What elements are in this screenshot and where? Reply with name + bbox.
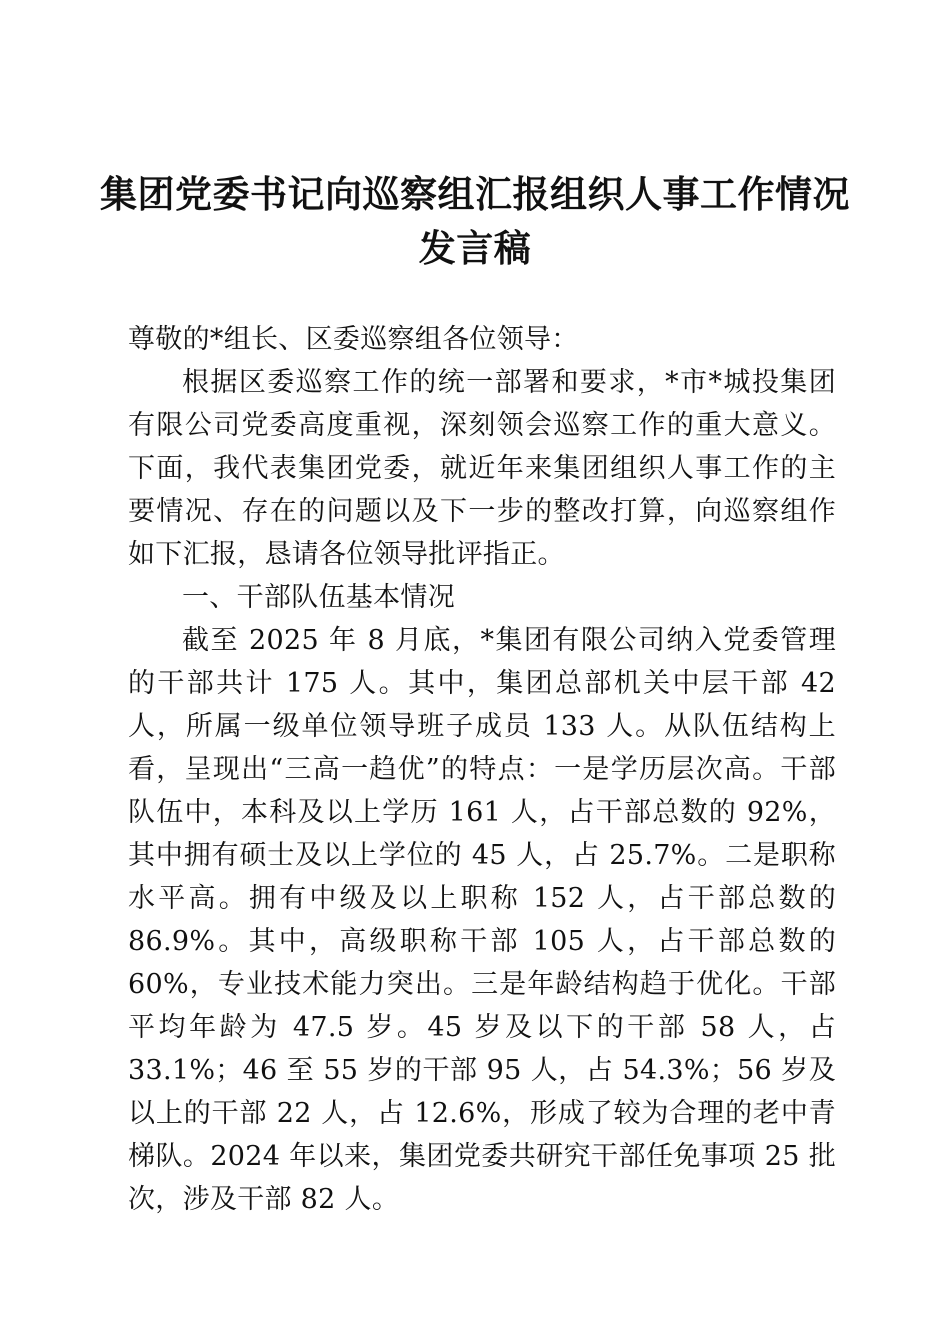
title-line-1: 集团党委书记向巡察组汇报组织人事工作情况	[100, 173, 850, 216]
intro-paragraph: 根据区委巡察工作的统一部署和要求，*市*城投集团有限公司党委高度重视，深刻领会巡察工作的重大意义。下面，我代表集团党委，就近年来集团组织人事工作的主要情况、存在的问题以及下一步的整改打算，向巡察组作如下汇报，恳请各位领导批评指正。	[128, 367, 836, 570]
title-line-2: 发言稿	[418, 227, 532, 270]
document-body	[128, 318, 836, 1221]
section-heading: 一、干部队伍基本情况	[182, 582, 455, 613]
cadre-paragraph: 截至 2025 年 8 月底，*集团有限公司纳入党委管理的干部共计 175 人。其中，集团总部机关中层干部 42 人，所属一级单位领导班子成员 133 人。从队伍结构上看，呈现出“三高一趋优”的特点：一是学历层次高。干部队伍中，本科及以上学历 161 人，占干部总数的 92%，其中拥有硕士及以上学位的 45 人，占 25.7%。二是职称水平高。拥有中级及以上职称 152 人，占干部总数的 86.9%。其中，高级职称干部 105 人，占干部总数的 60%，专业技术能力突出。三是年龄结构趋于优化。干部平均年龄为 47.5 岁。45 岁及以下的干部 58 人，占 33.1%；46 至 55 岁的干部 95 人，占 54.3%；56 岁及以上的干部 22 人，占 12.6%，形成了较为合理的老中青梯队。2024 年以来，集团党委共研究干部任免事项 25 批次，涉及干部 82 人。	[128, 625, 836, 1215]
salutation: 尊敬的*组长、区委巡察组各位领导：	[128, 324, 579, 355]
document-title	[100, 168, 850, 276]
